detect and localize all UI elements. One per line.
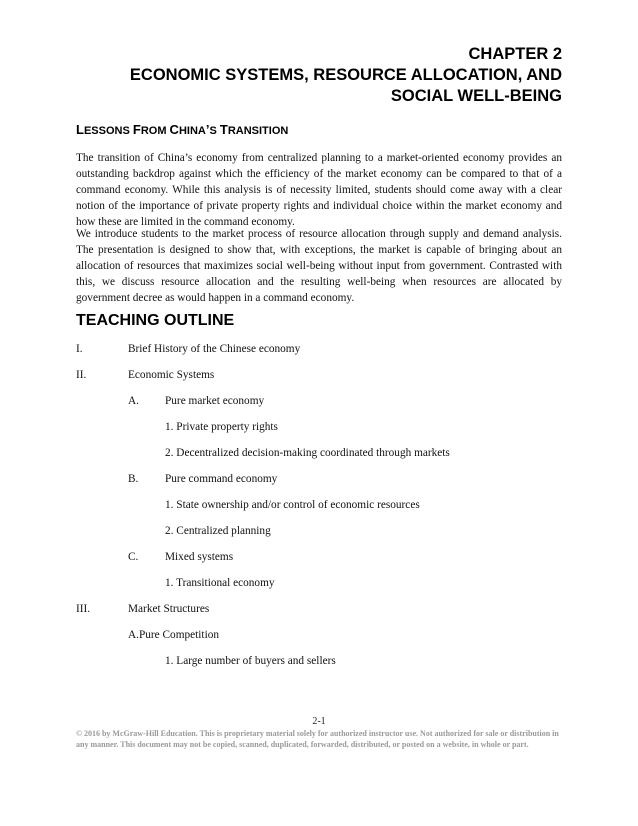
- section-heading: [76, 122, 288, 137]
- chapter-number: CHAPTER 2: [468, 45, 562, 63]
- chapter-title-line-1: ECONOMIC SYSTEMS, RESOURCE ALLOCATION, AND: [129, 66, 562, 84]
- copyright-notice: © 2016 by McGraw-Hill Education. This is proprietary material solely for authorized instructor use. Not authorized for sale or distribution in any manner. This document may not be copied, scanned, duplicated, forwarded, distributed, or posted on a website, in whole or part.: [76, 729, 559, 749]
- heading-part: S: [209, 125, 220, 137]
- outline-text: Mixed systems: [165, 551, 234, 563]
- heading-part: ’: [205, 122, 210, 137]
- heading-part: ROM: [140, 125, 170, 137]
- teaching-outline-heading: TEACHING OUTLINE: [76, 312, 235, 329]
- intro-paragraph-2: We introduce students to the market process of resource allocation through supply and demand analysis. The presentation is designed to show that, with exceptions, the market is capable of bringing about an allocation of resources that maximizes social well-being without input from government. Contrasted with this, we discuss resource allocation and the resulting well-being when resources are allocated by government decree as would happen in a command economy.: [76, 228, 562, 304]
- heading-part: L: [76, 122, 84, 137]
- chapter-title-line-2: SOCIAL WELL-BEING: [390, 87, 562, 105]
- outline-text: 2. Decentralized decision-making coordinated through markets: [165, 447, 450, 459]
- outline-text: Economic Systems: [128, 369, 215, 381]
- intro-paragraph-1: The transition of China’s economy from centralized planning to a market-oriented economy provides an outstanding backdrop against which the efficiency of the market economy can be compared to that of a command economy. While this analysis is of necessity limited, students should come away with a clear notion of the importance of private property rights and individual choice within the market economy and how these are limited in the command economy.: [76, 152, 562, 228]
- outline-text: 1. Large number of buyers and sellers: [165, 655, 336, 667]
- outline-text: A.Pure Competition: [128, 629, 219, 641]
- outline-text: 2. Centralized planning: [165, 525, 271, 537]
- outline-text: Pure market economy: [165, 395, 265, 407]
- outline-text: Pure command economy: [165, 473, 278, 485]
- outline-text: Market Structures: [128, 603, 210, 615]
- outline-text: Brief History of the Chinese economy: [128, 343, 301, 355]
- outline-number: C.: [128, 551, 139, 563]
- heading-part: C: [169, 122, 179, 137]
- heading-part: F: [132, 122, 141, 137]
- outline-text: 1. Transitional economy: [165, 577, 275, 589]
- heading-part: ESSONS: [83, 125, 133, 137]
- outline-number: I.: [76, 343, 83, 355]
- page-number: 2-1: [312, 716, 326, 727]
- outline-number: II.: [76, 369, 87, 381]
- chapter-header: [130, 44, 562, 107]
- outline-number: III.: [76, 603, 91, 615]
- outline-text: 1. State ownership and/or control of economic resources: [165, 499, 420, 511]
- outline-item: [128, 628, 219, 642]
- outline-number: B.: [128, 473, 139, 485]
- outline-text: 1. Private property rights: [165, 421, 278, 433]
- heading-part: RANSITION: [227, 125, 289, 137]
- heading-part: HINA: [178, 125, 206, 137]
- heading-part: T: [219, 122, 228, 137]
- outline-number: A.: [128, 395, 139, 407]
